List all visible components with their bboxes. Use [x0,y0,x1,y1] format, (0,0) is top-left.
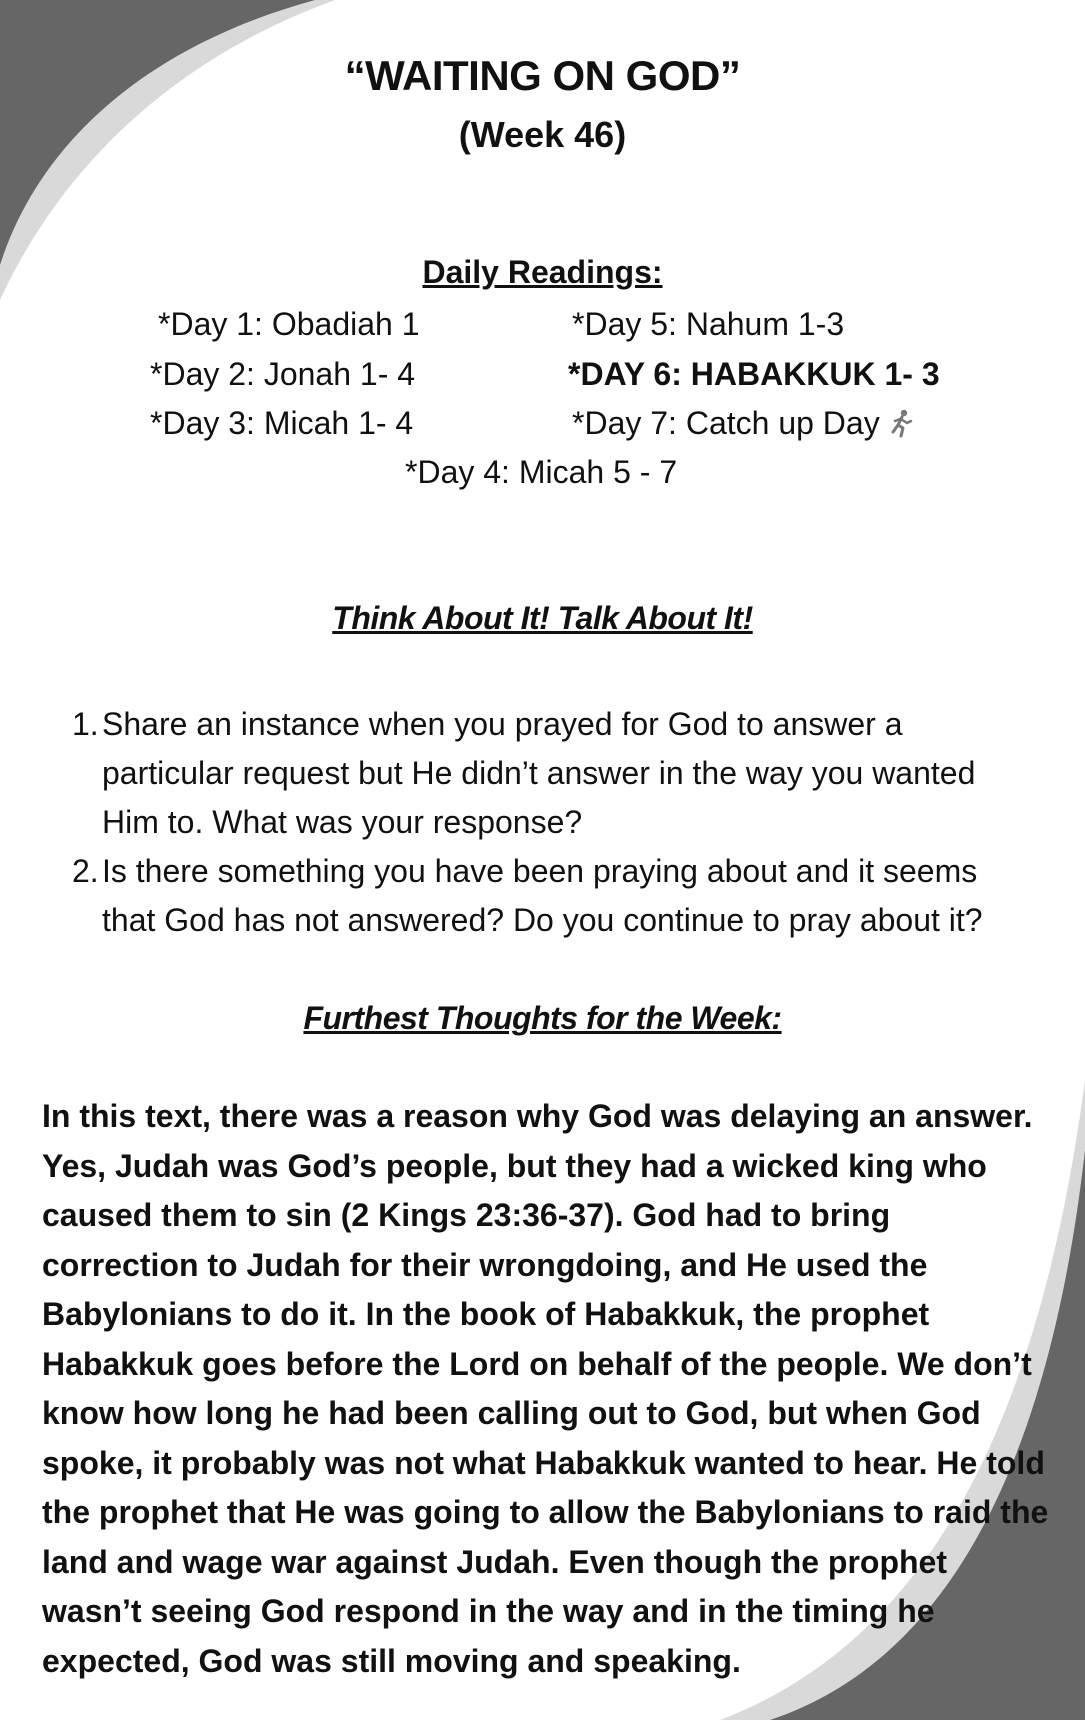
question-text: Share an instance when you prayed for God to answer a particular request but He didn’t answer in the way you wanted Him to. What was your response? [102,706,976,840]
page-subtitle: (Week 46) [458,114,627,155]
daily-readings-heading: Daily Readings: [422,254,663,290]
reading-day-5: *Day 5: Nahum 1-3 [572,306,845,342]
question-number: 1. [72,706,99,742]
think-about-it-heading: Think About It! Talk About It! [332,600,753,636]
reading-day-6: *DAY 6: HABAKKUK 1- 3 [568,356,940,392]
reading-day-4: *Day 4: Micah 5 - 7 [405,454,678,490]
further-thoughts-heading: Furthest Thoughts for the Week: [303,1000,782,1036]
reading-day-7-label: *Day 7: Catch up Day [572,405,880,441]
reading-day-7 [572,405,916,442]
list-item [72,847,1032,945]
reading-day-2: *Day 2: Jonah 1- 4 [150,356,416,392]
reading-day-3: *Day 3: Micah 1- 4 [150,405,414,441]
further-thoughts-body: In this text, there was a reason why God was delaying an answer. Yes, Judah was God’s people, but they had a wicked king who caused them to sin (2 Kings 23:36-37). God had to bring correction to Judah for their wrongdoing, and He used the Babylonians to do it. In the book of Habakkuk, the prophet Habakkuk goes before the Lord on behalf of the people. We don’t know how long he had been calling out to God, but when God spoke, it probably was not what Habakkuk wanted to hear. He told the prophet that He was going to allow the Babylonians to raid the land and wage war against Judah. Even though the prophet wasn’t seeing God respond in the way and in the timing he expected, God was still moving and speaking. [42,1098,1049,1679]
list-item [72,700,1032,847]
question-list [72,700,1032,945]
reading-day-1: *Day 1: Obadiah 1 [158,306,420,342]
question-text: Is there something you have been praying about and it seems that God has not answered? Do you continue to pray about it? [102,853,983,938]
page-title: “WAITING ON GOD” [344,52,741,99]
running-person-icon [886,408,916,438]
question-number: 2. [72,853,99,889]
